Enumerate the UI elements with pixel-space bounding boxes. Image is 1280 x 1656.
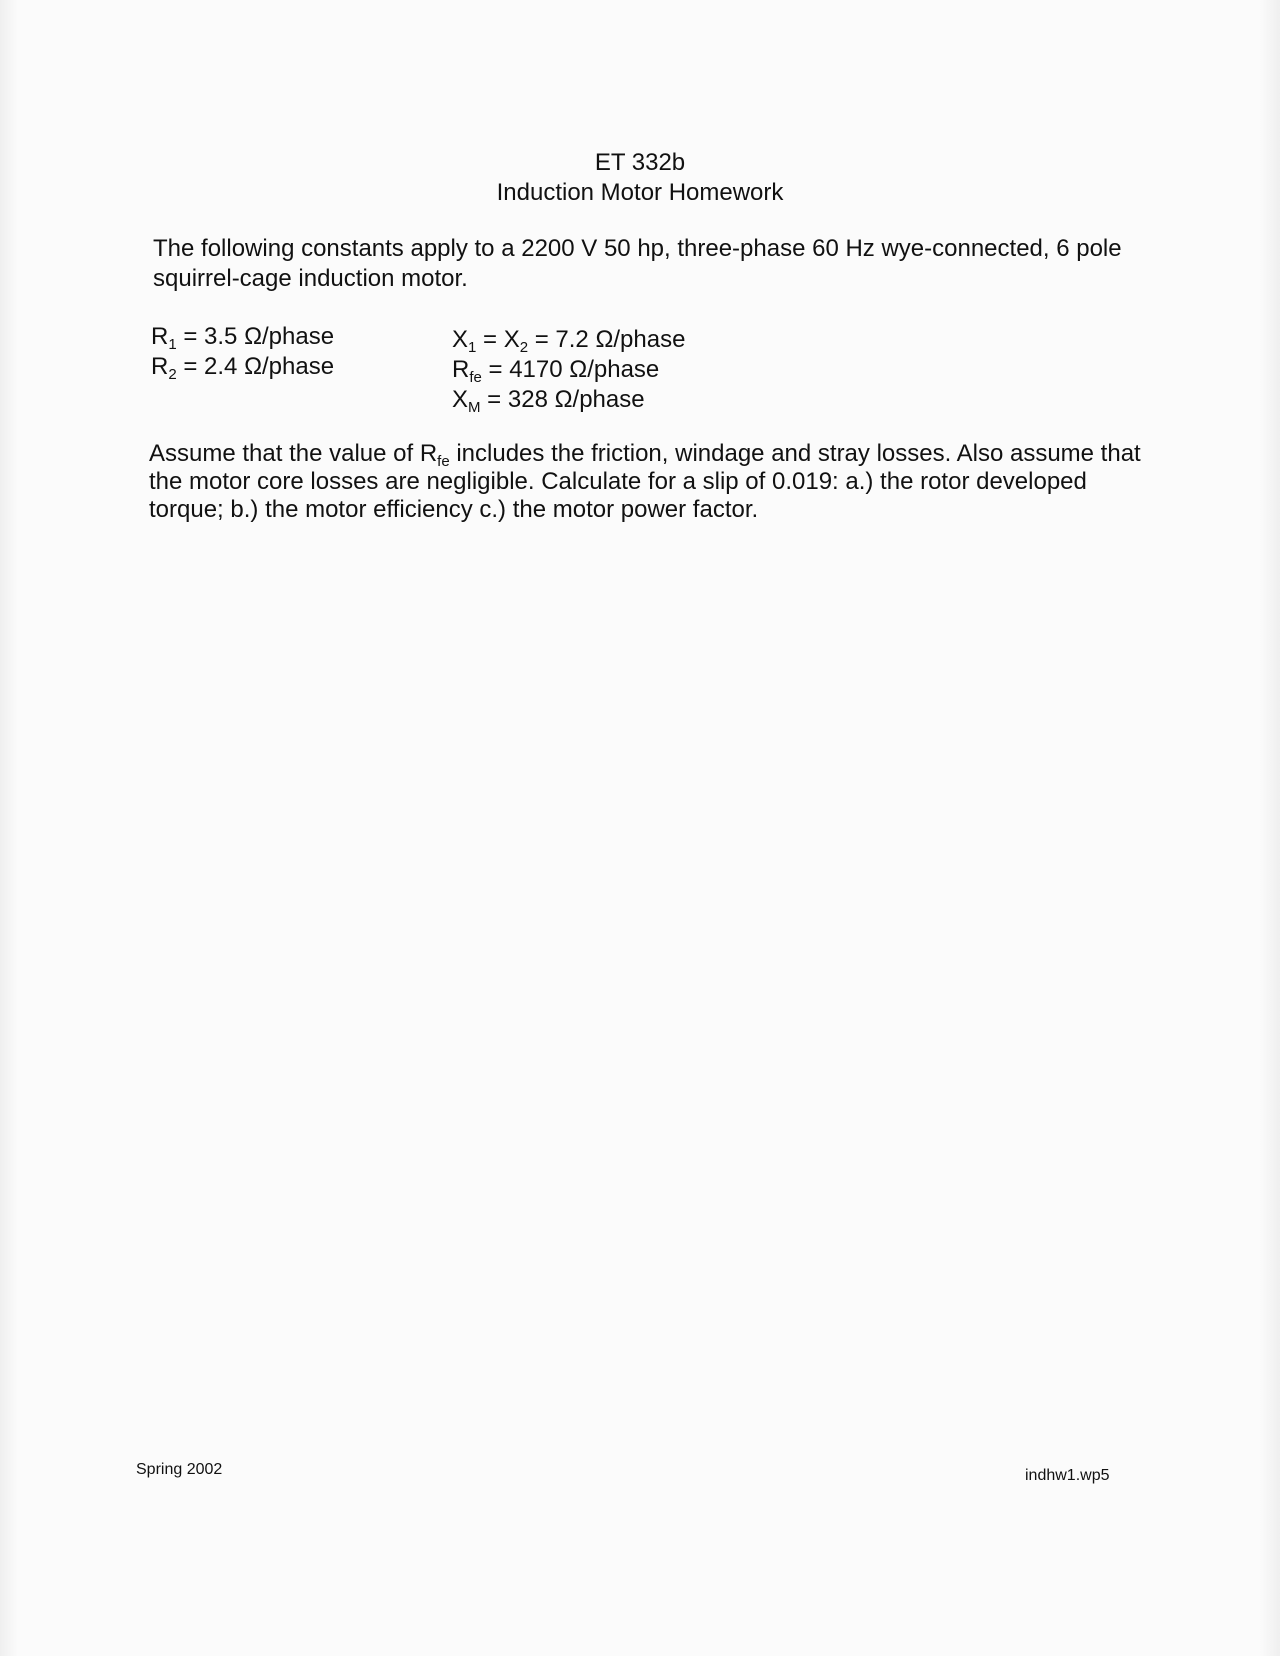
- course-code: ET 332b: [594, 149, 686, 176]
- document-header: [0, 148, 1280, 208]
- constant-subscript: 1: [168, 336, 177, 353]
- constant-rfe: [452, 355, 685, 385]
- constant-value: = 2.4 Ω/phase: [176, 353, 335, 380]
- constant-value: = 328 Ω/phase: [480, 386, 645, 413]
- constant-subscript: 2: [168, 366, 177, 383]
- question-paragraph: [149, 440, 1159, 524]
- footer-term: Spring 2002: [136, 1461, 223, 1478]
- intro-paragraph: The following constants apply to a 2200 V 50 hp, three-phase 60 Hz wye-connected, 6 pole squirrel-cage induction motor.: [153, 235, 1122, 292]
- constant-symbol: R: [452, 356, 470, 383]
- constant-r2: [151, 352, 334, 382]
- question-subscript: fe: [437, 453, 450, 470]
- constant-r1: [151, 322, 334, 352]
- scan-edge-right: [1260, 0, 1280, 1656]
- constant-subscript: M: [468, 399, 481, 416]
- constants-left-column: [151, 322, 334, 382]
- constant-symbol: X: [452, 386, 469, 413]
- question-text: Assume that the value of R: [149, 440, 438, 467]
- constant-value: = 3.5 Ω/phase: [176, 323, 335, 350]
- constant-value: = 7.2 Ω/phase: [528, 326, 686, 353]
- constant-subscript: fe: [469, 369, 482, 386]
- question-text: includes the friction, windage and stray losses. Also assume that the motor core losses are negligible. Calculate for a slip of 0.019: a.) the rotor developed torque; b.) the motor efficiency c.) the motor power factor.: [149, 440, 1141, 523]
- constants-right-column: [452, 325, 685, 415]
- constant-symbol: R: [151, 323, 169, 350]
- constant-subscript: 1: [468, 339, 477, 356]
- footer-filename: indhw1.wp5: [1025, 1467, 1110, 1484]
- constant-symbol: R: [151, 353, 169, 380]
- document-title: Induction Motor Homework: [496, 179, 784, 206]
- constant-equality: = X: [476, 326, 520, 353]
- constant-x1-x2: [452, 325, 685, 355]
- constant-xm: [452, 385, 685, 415]
- constant-value: = 4170 Ω/phase: [481, 356, 660, 383]
- constant-subscript: 2: [519, 339, 529, 356]
- scan-edge-left: [0, 0, 18, 1656]
- constant-symbol: X: [452, 326, 469, 353]
